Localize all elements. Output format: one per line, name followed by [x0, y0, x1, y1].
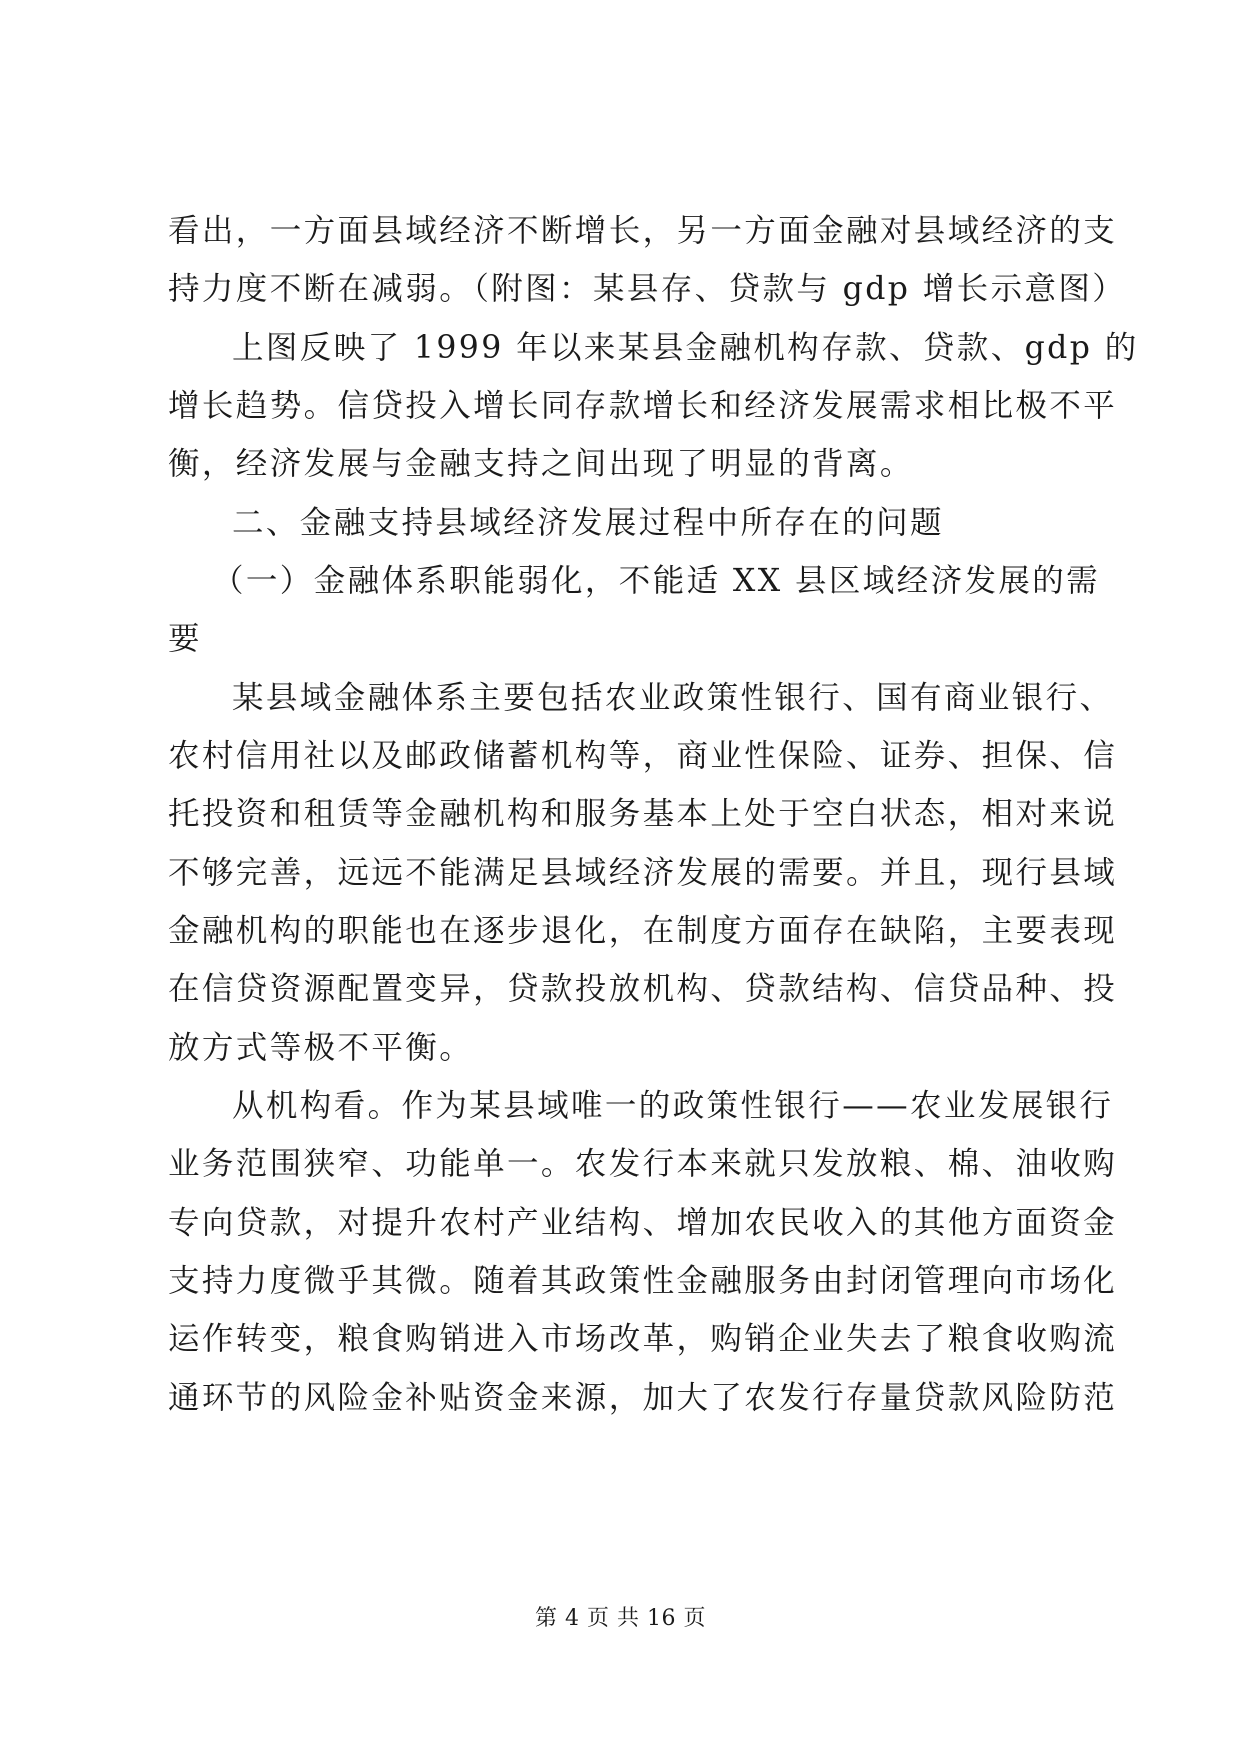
paragraph-line: 某县域金融体系主要包括农业政策性银行、国有商业银行、 [232, 680, 1114, 716]
paragraph-line: 运作转变，粮食购销进入市场改革，购销企业失去了粮食收购流 [168, 1321, 1118, 1357]
paragraph-line: 托投资和租赁等金融机构和服务基本上处于空白状态，相对来说 [168, 796, 1118, 832]
paragraph-line: 从机构看。作为某县域唯一的政策性银行——农业发展银行 [232, 1088, 1114, 1124]
paragraph-line: 增长趋势。信贷投入增长同存款增长和经济发展需求相比极不平 [168, 388, 1118, 424]
paragraph-line: 上图反映了 1999 年以来某县金融机构存款、贷款、gdp 的 [232, 330, 1139, 366]
paragraph-line: 衡，经济发展与金融支持之间出现了明显的背离。 [168, 446, 914, 482]
paragraph-line: 放方式等极不平衡。 [168, 1030, 474, 1066]
subsection-heading: （一）金融体系职能弱化，不能适 XX 县区域经济发展的需 [212, 563, 1101, 599]
section-heading: 二、金融支持县域经济发展过程中所存在的问题 [232, 505, 944, 541]
subsection-heading-continued: 要 [168, 621, 202, 657]
paragraph-line: 持力度不断在减弱。（附图：某县存、贷款与 gdp 增长示意图） [168, 271, 1127, 307]
paragraph-line: 支持力度微乎其微。随着其政策性金融服务由封闭管理向市场化 [168, 1263, 1118, 1299]
paragraph-line: 看出，一方面县域经济不断增长，另一方面金融对县域经济的支 [168, 213, 1118, 249]
paragraph-line: 金融机构的职能也在逐步退化，在制度方面存在缺陷，主要表现 [168, 913, 1118, 949]
paragraph-line: 专向贷款，对提升农村产业结构、增加农民收入的其他方面资金 [168, 1205, 1118, 1241]
paragraph-line: 在信贷资源配置变异，贷款投放机构、贷款结构、信贷品种、投 [168, 971, 1118, 1007]
paragraph-line: 通环节的风险金补贴资金来源，加大了农发行存量贷款风险防范 [168, 1380, 1118, 1416]
page-number-footer: 第 4 页 共 16 页 [535, 1606, 706, 1631]
paragraph-line: 不够完善，远远不能满足县域经济发展的需要。并且，现行县域 [168, 855, 1118, 891]
paragraph-line: 农村信用社以及邮政储蓄机构等，商业性保险、证券、担保、信 [168, 738, 1118, 774]
paragraph-line: 业务范围狭窄、功能单一。农发行本来就只发放粮、棉、油收购 [168, 1146, 1118, 1182]
